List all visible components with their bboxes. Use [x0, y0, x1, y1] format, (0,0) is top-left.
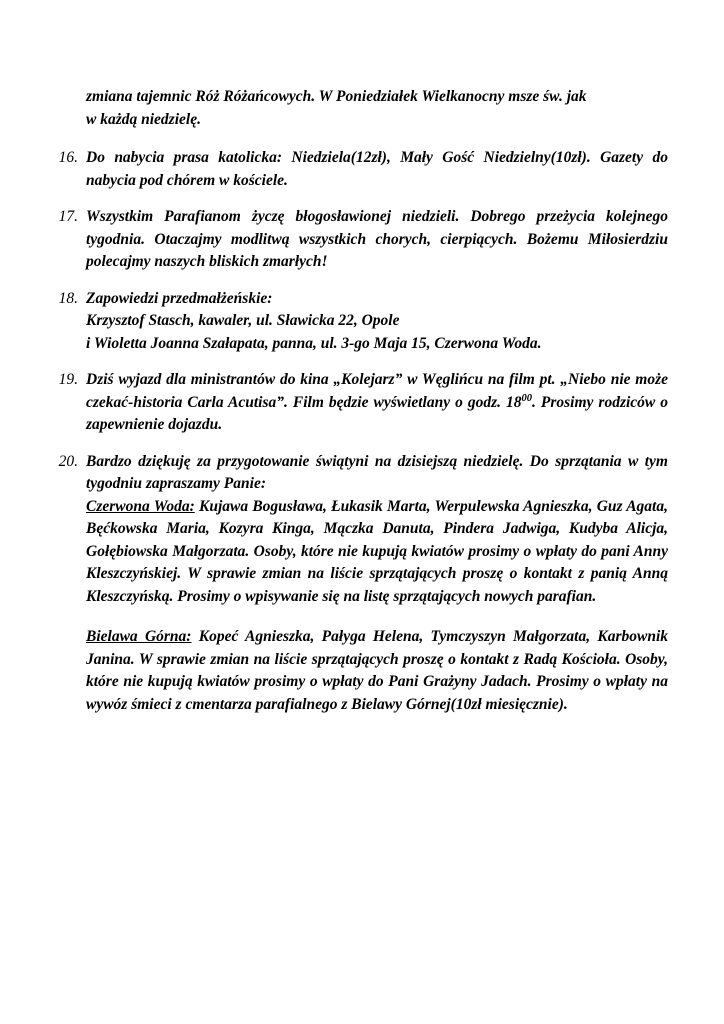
list-item-18-number: 18.: [58, 289, 78, 307]
group-label-bielawa-gorna: Bielawa Górna:: [86, 628, 192, 645]
lead-paragraph: [56, 86, 668, 131]
list-item-20-number: 20.: [58, 452, 78, 470]
list-item-19-text-part1: Dziś wyjazd dla ministrantów do kina „Kolejarz” w Węglińcu na film pt. „Niebo nie może czekać-historia Carla Acutisa”. Film będzie wyświetlany o godz. 18: [86, 371, 668, 411]
group-text-bielawa-gorna: Kopeć Agnieszka, Pałyga Helena, Tymczyszyn Małgorzata, Karbownik Janina. W sprawie zmian na liście sprzątających proszę o kontakt z Radą Kościoła. Osoby, które nie kupują kwiatów prosimy o wpłaty do Pani Grażyny Jadach. Prosimy o wpłaty na wywóz śmieci z cmentarza parafialnego z Bielawy Górnej(10zł miesięcznie).: [86, 628, 668, 713]
list-item-16-number: 16.: [58, 149, 78, 166]
list-item-19-number: 19.: [58, 371, 78, 388]
list-item-19-text-part2: . Prosimy rodziców o zapewnienie dojazdu.: [86, 393, 668, 433]
lead-line-1: zmiana tajemnic Róż Różańcowych. W Poniedziałek Wielkanocny msze św. jak: [86, 88, 587, 105]
list-item-18: [56, 288, 668, 356]
group-text-czerwona-woda: Kujawa Bogusława, Łukasik Marta, Werpulewska Agnieszka, Guz Agata, Bęćkowska Maria, Kozyra Kinga, Mączka Danuta, Pindera Jadwiga, Kudyba Alicja, Gołębiowska Małgorzata. Osoby, które nie kupują kwiatów prosimy o wpłaty do pani Anny Kleszczyńskiej. W sprawie zmian na liście sprzątających proszę o kontakt z panią Anną Kleszczyńską. Prosimy o wpisywanie się na listę sprzątających nowych parafian.: [86, 497, 668, 605]
list-item-19: [56, 369, 668, 437]
list-item-16: [56, 147, 668, 192]
list-item-19-text: [86, 369, 668, 437]
list-item-19-superscript: 00: [521, 392, 533, 404]
list-item-20-text: [86, 451, 668, 717]
banns-line-1: Krzysztof Stasch, kawaler, ul. Sławicka 22, Opole: [86, 312, 400, 329]
lead-line-2: w każdą niedzielę.: [86, 110, 201, 128]
list-item-17-text: Wszystkim Parafianom życzę błogosławionej niedzieli. Dobrego przeżycia kolejnego tygodnia. Otaczajmy modlitwą wszystkich chorych, cierpiących. Bożemu Miłosierdziu polecajmy naszych bliskich zmarłych!: [86, 208, 668, 270]
cleaning-group-bielawa-gorna: [86, 626, 668, 716]
banns-title: Zapowiedzi przedmałżeńskie:: [86, 289, 273, 307]
lead-text: [86, 86, 668, 131]
list-item-16-text: Do nabycia prasa katolicka: Niedziela(12zł), Mały Gość Niedzielny(10zł). Gazety do nabycia pod chórem w kościele.: [86, 149, 668, 189]
group-label-czerwona-woda: Czerwona Woda:: [86, 497, 195, 515]
list-item-20: [56, 451, 668, 717]
list-item-17: [56, 206, 668, 274]
cleaning-intro: Bardzo dziękuję za przygotowanie świątyni na dzisiejszą niedzielę. Do sprzątania w tym tygodniu zapraszamy Panie:: [86, 452, 668, 492]
list-item-18-text: [86, 288, 668, 356]
list-item-17-number: 17.: [58, 208, 78, 225]
banns-line-2: i Wioletta Joanna Szałapata, panna, ul. 3-go Maja 15, Czerwona Woda.: [86, 334, 542, 352]
cleaning-group-czerwona-woda: [86, 496, 668, 609]
